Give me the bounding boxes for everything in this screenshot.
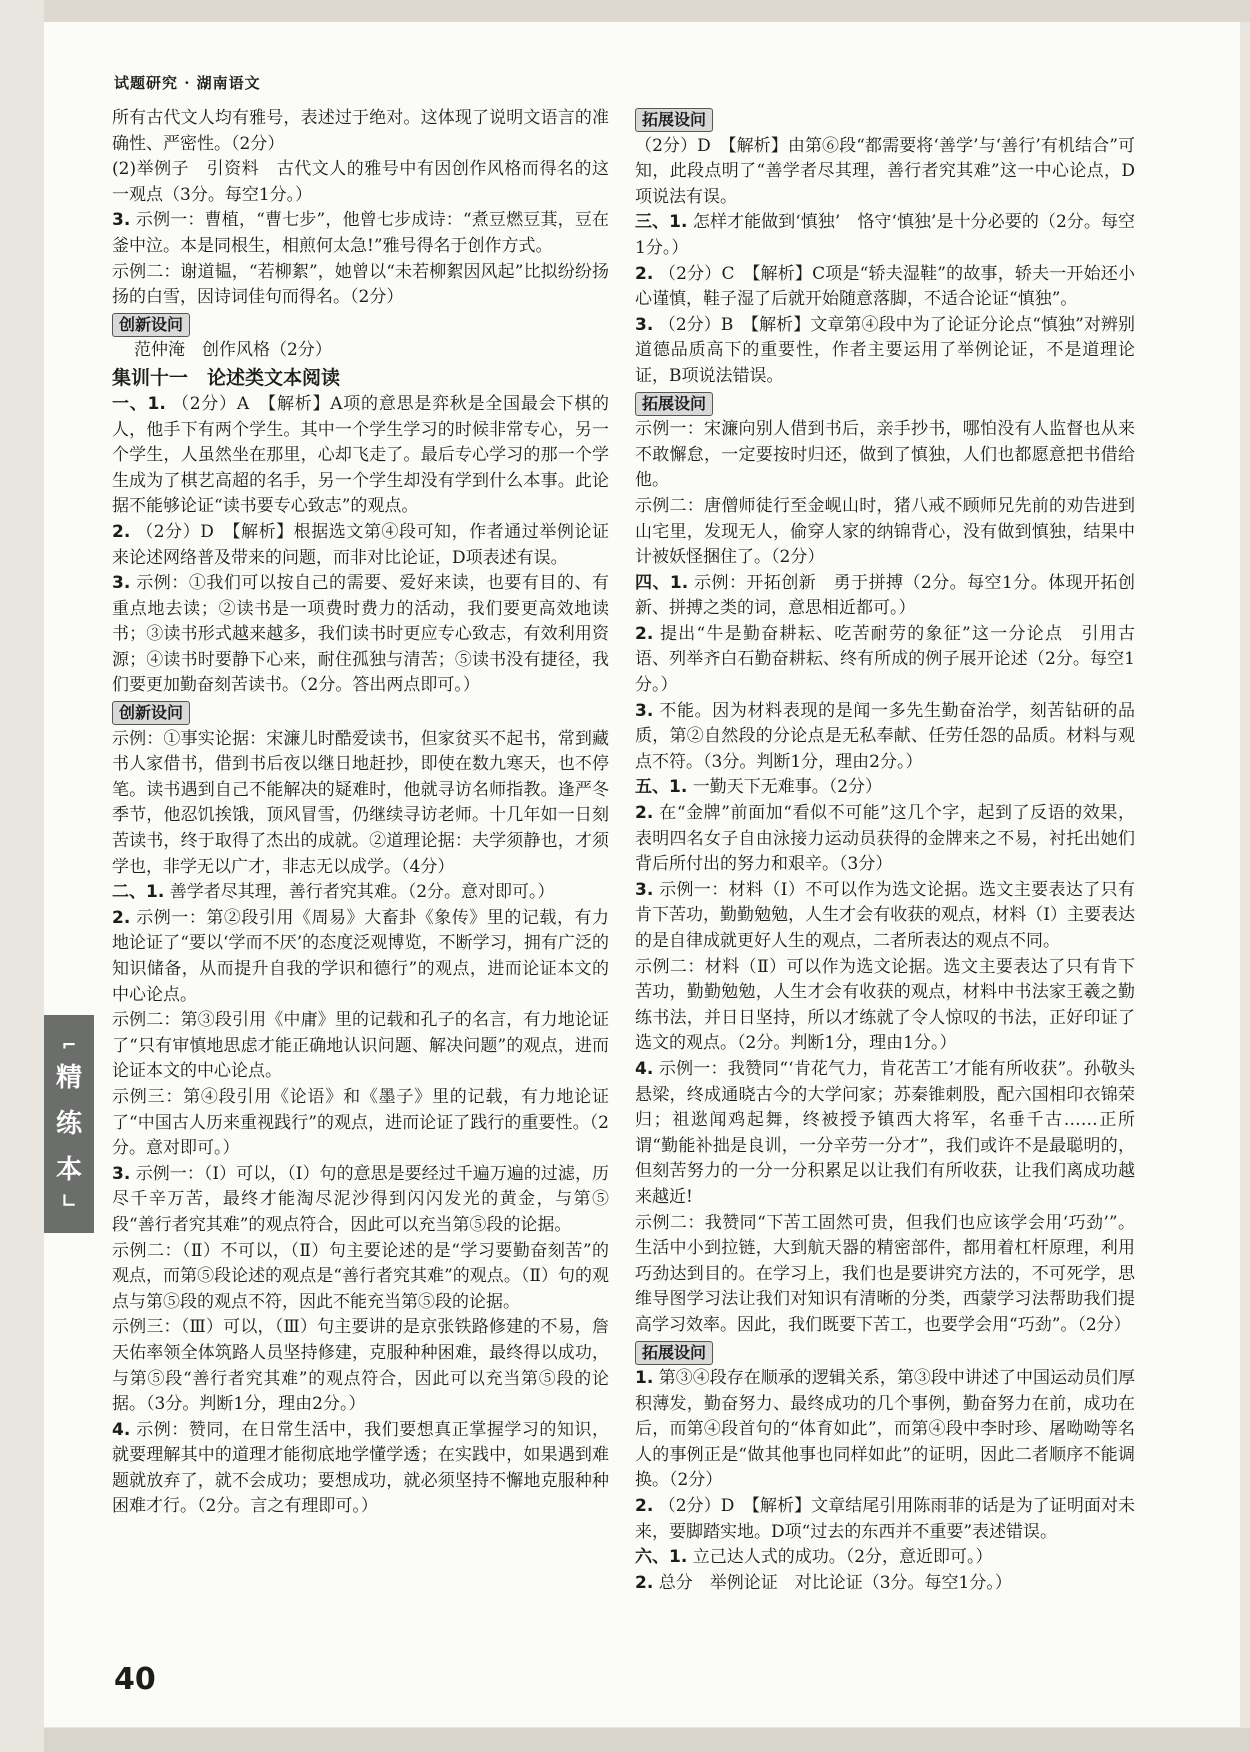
item-number: 六、1. — [635, 1547, 688, 1568]
answer-item — [635, 262, 1135, 313]
item-text: 立己达人式的成功。（2分，意近即可。） — [692, 1547, 993, 1568]
item-text: （2分）A 【解析】A项的意思是弈秋是全国最会下棋的人，他手下有两个学生。其中一个学生学习的时候非常专心，另一个学生，人虽然坐在那里，心却飞走了。最后专心学习的那一个学生成为了棋艺高超的名手，另一个学生却没有学到什么本事。此论据不能够论证“读书要专心致志”的观点。 — [112, 393, 609, 517]
item-number: 四、1. — [635, 572, 689, 593]
item-number: 2. — [635, 1496, 654, 1517]
item-number: 2. — [635, 263, 654, 284]
side-tab-char: 精 — [55, 1063, 82, 1093]
answer-paragraph: 示例二：谢道韫，“若柳絮”，她曾以“未若柳絮因风起”比拟纷纷扬扬的白雪，因诗词佳句而得名。（2分） — [112, 261, 609, 308]
side-tab — [44, 1015, 94, 1233]
item-text: 示例：开拓创新 勇于拼搏（2分。每空1分。体现开拓创新、拼搏之类的词，意思相近都可。） — [635, 572, 1135, 619]
item-number: 4. — [112, 1419, 131, 1440]
answer-item — [635, 1571, 1135, 1597]
item-number: 3. — [112, 573, 131, 594]
section-tag-wrap — [635, 106, 1135, 134]
item-text: （2分）B 【解析】文章第④段中为了论证分论点“慎独”对辨别道德品质高下的重要性，作者主要运用了举例论证，不是道理论证，B项说法错误。 — [635, 314, 1135, 386]
answer-item — [635, 699, 1135, 776]
answer-paragraph: 示例三：第④段引用《论语》和《墨子》里的记载，有力地论证了“中国古人历来重视践行”的观点，进而论证了践行的重要性。（2分。意对即可。） — [112, 1086, 609, 1159]
section-tag-wrap — [112, 699, 609, 727]
item-text: （2分）D 【解析】根据选文第④段可知，作者通过举例论证来论述网络普及带来的问题，而非对比论证，D项表述有误。 — [112, 521, 609, 568]
answer-paragraph: 示例一：宋濂向别人借到书后，亲手抄书，哪怕没有人监督也从来不敢懈怠，一定要按时归还，做到了慎独，人们也都愿意把书借给他。 — [635, 419, 1135, 491]
item-text: （2分）D 【解析】文章结尾引用陈雨菲的话是为了证明面对未来，要脚踏实地。D项“过去的东西并不重要”表述错误。 — [635, 1496, 1135, 1542]
item-number: 3. — [635, 314, 654, 335]
answer-item — [112, 571, 609, 699]
section-tag-wrap — [635, 1339, 1135, 1367]
item-number: 4. — [635, 1058, 654, 1079]
page-number: 40 — [114, 1662, 156, 1697]
answer-item — [112, 392, 609, 520]
item-text: 第③④段存在顺承的逻辑关系，第③段中讲述了中国运动员们厚积薄发，勤奋努力、最终成功的几个事例，勤奋努力在前，成功在后，而第④段首句的“体育如此”，而第④段中李时珍、屠呦呦等名人的事例正是“做其他事也同样如此”的证明，因此二者顺序不能调换。（2分） — [635, 1368, 1136, 1491]
answer-paragraph: 示例二：材料（Ⅱ）可以作为选文论据。选文主要表达了只有肯下苦功，勤勤勉勉，人生才会有收获的观点，材料中书法家王羲之勤练书法，并日日坚持，所以才练就了令人惊叹的书法，正好印证了选文的观点。（2分。判断1分，理由1分。） — [635, 956, 1135, 1054]
answer-paragraph: 所有古代文人均有雅号，表述过于绝对。这体现了说明文语言的准确性、严密性。（2分） — [112, 108, 609, 154]
section-tag-wrap — [635, 390, 1135, 418]
answer-paragraph: 范仲淹 创作风格（2分） — [134, 340, 332, 361]
item-number: 一、1. — [112, 393, 166, 414]
item-text: 示例一：材料（Ⅰ）不可以作为选文论据。选文主要表达了只有肯下苦功，勤勤勉勉，人生才会有收获的观点，材料（Ⅰ）主要表达的是自律成就更好人生的观点，二者所表达的观点不同。 — [635, 879, 1136, 951]
bracket-bottom-icon: ∟ — [61, 1191, 77, 1212]
answer-paragraph: （2分）D 【解析】由第⑥段“都需要将‘善学’与‘善行’有机结合”可知，此段点明了“善学者尽其理，善行者究其难”这一中心论点，D项说法有误。 — [635, 135, 1135, 207]
answer-item — [112, 906, 609, 1008]
item-text: 一勤天下无难事。（2分） — [692, 777, 883, 798]
section-tag: 拓展设问 — [635, 108, 713, 132]
answer-paragraph: 示例二：（Ⅱ）不可以，（Ⅱ）句主要论述的是“学习要勤奋刻苦”的观点，而第⑤段论述的观点是“善行者究其难”的观点。（Ⅱ）句的观点与第⑤段的观点不符，因此不能充当第⑤段的论据。 — [112, 1240, 609, 1312]
item-text: 总分 举例论证 对比论证（3分。每空1分。） — [658, 1572, 1012, 1593]
item-text: 示例一：第②段引用《周易》大畜卦《象传》里的记载，有力地论证了“要以‘学而不厌’的态度泛观博览，不断学习，拥有广泛的知识储备，从而提升自我的学识和德行”的观点，进而论证本文的中心论点。 — [112, 907, 610, 1005]
answer-item — [635, 1494, 1135, 1545]
item-number: 3. — [112, 210, 131, 231]
item-number: 1. — [635, 1368, 654, 1389]
answer-item — [635, 622, 1135, 699]
answer-item — [112, 208, 609, 259]
item-number: 二、1. — [112, 882, 165, 903]
item-number: 2. — [635, 1572, 654, 1593]
item-text: 怎样才能做到‘慎独’ 恪守‘慎独’是十分必要的（2分。每空1分。） — [635, 212, 1136, 258]
answer-item — [635, 1366, 1135, 1494]
item-text: 示例：①我们可以按自己的需要、爱好来读，也要有目的、有重点地去读；②读书是一项费时费力的活动，我们要更高效地读书；③读书形式越来越多，我们读书时更应专心致志，有效利用资源；④读书时要静下心来，耐住孤独与清苦；⑤读书没有捷径，我们要更加勤奋刻苦读书。（2分。答出两点即可。） — [112, 573, 610, 696]
item-text: 示例一：我赞同“‘肯花气力，肯花苦工’才能有所收获”。孙敬头悬梁，终成通晓古今的大学问家；苏秦锥刺股，配六国相印衣锦荣归；祖逖闻鸡起舞，终被授予镇西大将军，名垂千古……正所谓“勤能补拙是良训，一分辛劳一分才”，我们或许不是最聪明的，但刻苦努力的一分一分积累足以让我们有所收获，让我们离成功越来越近! — [635, 1058, 1135, 1207]
item-text: 善学者尽其理，善行者究其难。（2分。意对即可。） — [169, 882, 555, 903]
answer-item — [635, 1057, 1135, 1211]
section-tag: 创新设问 — [112, 701, 190, 725]
answer-paragraph: (2)举例子 引资料 古代文人的雅号中有因创作风格而得名的这一观点（3分。每空1分。） — [112, 159, 609, 205]
right-column — [635, 106, 1135, 1596]
answer-paragraph: 示例二：唐僧师徒行至金岘山时，猪八戒不顾师兄先前的劝告进到山宅里，发现无人，偷穿人家的纳锦背心，没有做到慎独，结果中计被妖怪捆住了。（2分） — [635, 495, 1135, 568]
page-header: 试题研究 · 湖南语文 — [114, 74, 261, 92]
item-number: 3. — [635, 700, 654, 721]
side-tab-char: 本 — [55, 1155, 82, 1185]
answer-paragraph: 示例二：第③段引用《中庸》里的记载和孔子的名言，有力地论证了“只有审慎地思虑才能正确地认识问题、解决问题”的观点，进而论证本文的中心论点。 — [112, 1010, 609, 1082]
item-text: 示例一：（Ⅰ）可以，（Ⅰ）句的意思是要经过千遍万遍的过滤，历尽千辛万苦，最终才能淘尽泥沙得到闪闪发光的黄金，与第⑤段“善行者究其难”的观点符合，因此可以充当第⑤段的论据。 — [112, 1163, 609, 1235]
answer-item — [112, 1418, 609, 1520]
answer-item — [635, 1545, 1135, 1571]
item-number: 2. — [112, 521, 131, 542]
item-text: 在“金牌”前面加“看似不可能”这几个字，起到了反语的效果，表明四名女子自由泳接力运动员获得的金牌来之不易，衬托出她们背后所付出的努力和艰辛。（3分） — [635, 803, 1136, 875]
bracket-top-icon: ⌐ — [61, 1035, 77, 1056]
left-column — [112, 106, 609, 1520]
item-number: 2. — [635, 623, 654, 644]
item-text: （2分）C 【解析】C项是“轿夫湿鞋”的故事，轿夫一开始还小心谨慎，鞋子湿了后就开始随意落脚，不适合论证“慎独”。 — [635, 263, 1135, 310]
item-text: 示例一：曹植，“曹七步”，他曾七步成诗：“煮豆燃豆萁，豆在釜中泣。本是同根生，相煎何太急!”雅号得名于创作方式。 — [112, 210, 610, 256]
answer-item — [635, 775, 1135, 801]
answer-item — [112, 520, 609, 571]
answer-item — [635, 210, 1135, 261]
item-text: 提出“牛是勤奋耕耘、吃苦耐劳的象征”这一分论点 引用古语、列举齐白石勤奋耕耘、终有所成的例子展开论述（2分。每空1分。） — [635, 623, 1135, 696]
bottom-border — [44, 1728, 1250, 1752]
item-number: 三、1. — [635, 212, 688, 233]
answer-item — [112, 1162, 609, 1239]
section-tag: 拓展设问 — [635, 1341, 713, 1365]
answer-item — [635, 801, 1135, 878]
item-number: 3. — [635, 879, 654, 900]
section-tag: 创新设问 — [112, 313, 190, 337]
answer-item — [635, 878, 1135, 955]
item-number: 五、1. — [635, 777, 688, 798]
answer-item — [112, 880, 609, 906]
side-tab-char: 练 — [55, 1109, 82, 1139]
item-text: 示例：赞同，在日常生活中，我们要想真正掌握学习的知识，就要理解其中的道理才能彻底地学懂学透；在实践中，如果遇到难题就放弃了，就不会成功；要想成功，就必须坚持不懈地克服种种困难才行。（2分。言之有理即可。） — [112, 1419, 610, 1517]
item-number: 3. — [112, 1163, 131, 1184]
item-text: 不能。因为材料表现的是闻一多先生勤奋治学，刻苦钻研的品质，第②自然段的分论点是无私奉献、任劳任怨的品质。材料与观点不符。（3分。判断1分，理由2分。） — [635, 700, 1135, 772]
answer-paragraph: 示例二：我赞同“下苦工固然可贵，但我们也应该学会用‘巧劲’”。生活中小到拉链，大到航天器的精密部件，都用着杠杆原理，利用巧劲达到目的。在学习上，我们也是要讲究方法的，不可死学，思维导图学习法让我们对知识有清晰的分类，西蒙学习法帮助我们提高学习效率。因此，我们既要下苦工，也要学会用“巧劲”。（2分） — [635, 1212, 1135, 1335]
answer-paragraph: 示例：①事实论据：宋濂儿时酷爱读书，但家贫买不起书，常到藏书人家借书，借到书后夜以继日地赶抄，即使在数九寒天，也不停笔。读书遇到自己不能解决的疑难时，他就寻访名师指教。逢严冬季节，他忍饥挨饿，顶风冒雪，仍继续寻访老师。十几年如一日刻苦读书，终于取得了杰出的成就。②道理论据：夫学须静也，才须学也，非学无以广才，非志无以成学。（4分） — [112, 728, 609, 877]
section-tag-wrap — [112, 311, 609, 339]
answer-item — [635, 571, 1135, 622]
answer-paragraph: 示例三：（Ⅲ）可以，（Ⅲ）句主要讲的是京张铁路修建的不易，詹天佑率领全体筑路人员坚持修建，克服种种困难，最终得以成功，与第⑤段“善行者究其难”的观点符合，因此可以充当第⑤段的论据。（3分。判断1分，理由2分。） — [112, 1317, 609, 1415]
section-title: 集训十一 论述类文本阅读 — [112, 366, 341, 389]
item-number: 2. — [635, 803, 654, 824]
answer-item — [635, 313, 1135, 390]
item-number: 2. — [112, 907, 131, 928]
section-tag: 拓展设问 — [635, 392, 713, 416]
top-border — [44, 0, 1250, 22]
